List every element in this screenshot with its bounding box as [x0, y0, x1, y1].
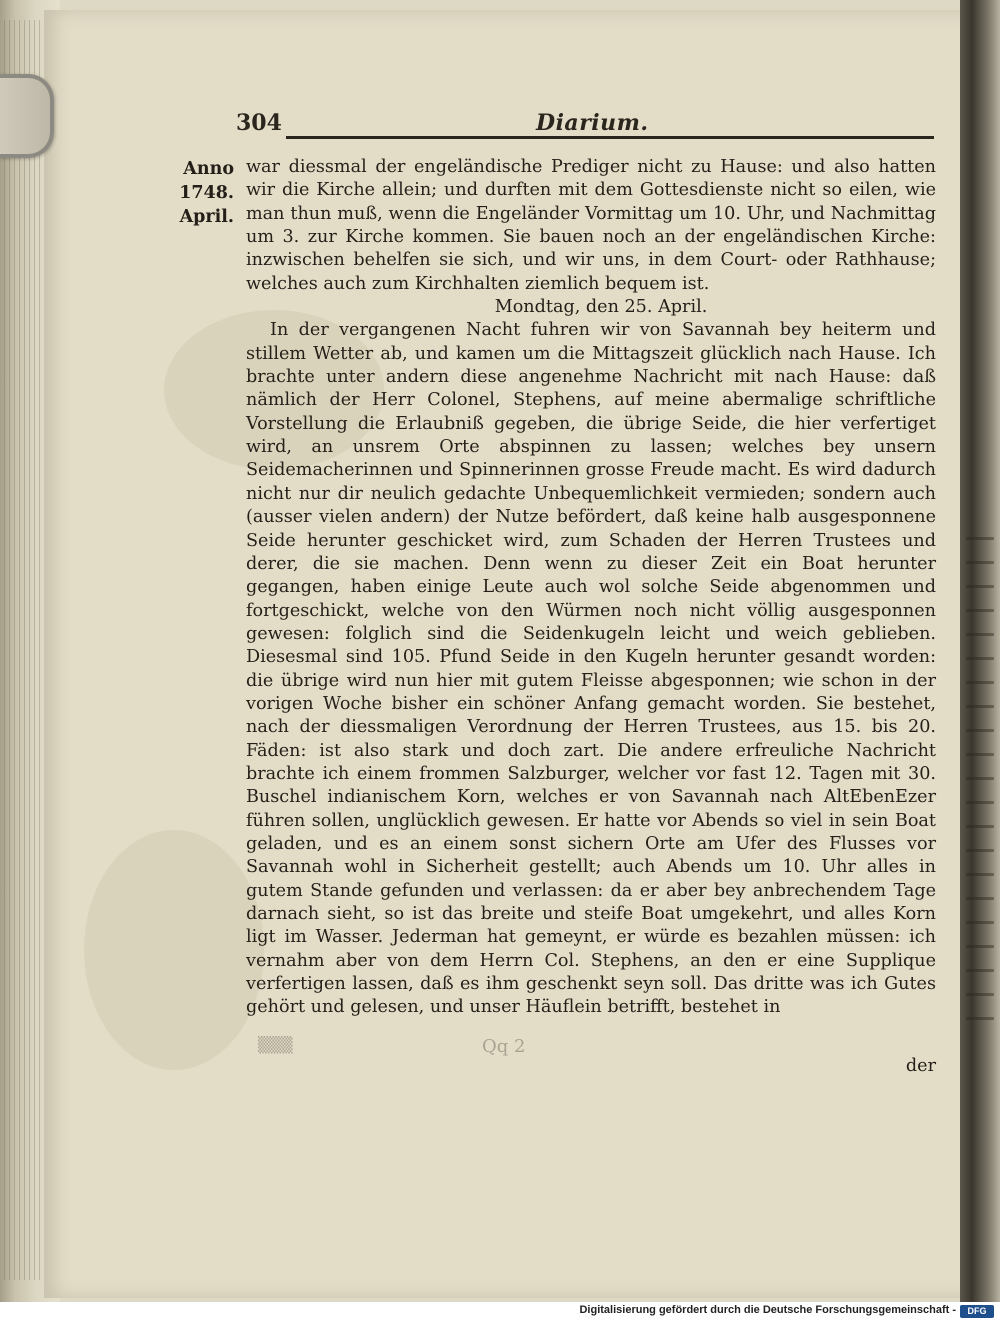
footer-credit: Digitalisierung gefördert durch die Deutsche Forschungsgemeinschaft - [579, 1304, 956, 1316]
marginal-date-note [168, 157, 234, 229]
entry-dateline: Mondtag, den 25. April. [494, 297, 708, 318]
running-head [236, 110, 934, 146]
paper-stain [84, 830, 264, 1070]
body-text [246, 156, 936, 1020]
margin-month: April. [179, 207, 234, 227]
catchword: der [905, 1056, 936, 1076]
dfg-logo-icon: DFG [960, 1305, 994, 1318]
margin-year-label: Anno [183, 159, 234, 179]
signature-mark: Qq 2 [482, 1036, 526, 1057]
faint-stamp: ▒▒▒ [258, 1036, 293, 1054]
facing-page-bleed [966, 520, 994, 1020]
head-rule [286, 136, 934, 139]
page-clip [0, 74, 54, 158]
page-number: 304 [236, 110, 282, 136]
body-paragraph: war diessmal der engeländische Prediger nicht zu Hause: und also hatten wir die Kirche allein; und durften mit dem Gottesdienste nicht so eilen, wie man thun muß, wenn die Engeländer Vormittag um 10. Uhr, und Nachmittag um 3. zur Kirche kommen. Sie bauen noch an der engeländischen Kirche: inzwischen behelfen sie sich, und wir uns, in dem Court- oder Rathhause; welches auch zum Kirchhalten ziemlich bequem ist. [246, 157, 936, 294]
running-title: Diarium. [536, 110, 649, 136]
margin-year-value: 1748. [179, 183, 234, 203]
footer-bar [0, 1302, 1000, 1321]
body-paragraph: In der vergangenen Nacht fuhren wir von Savannah bey heiterm und stillem Wetter ab, und kamen um die Mittagszeit glücklich nach Hause. Ich brachte unter andern diese angenehme Nachricht mit nach Hause: daß nämlich der Herr Colonel, Stephens, auf meine abermalige schriftliche Vorstellung die Erlaubniß gegeben, die übrige Seide, die hier verfertiget wird, an unsrem Orte abspinnen zu lassen; welches bey unsern Seidemacherinnen und Spinnerinnen grosse Freude macht. Es wird dadurch nicht nur dir neulich gedachte Unbequemlichkeit vermieden; sondern auch (ausser vielen andern) der Nutze befördert, daß keine halb ausgesponnene Seide herunter geschicket wird, zum Schaden der Herren Trustees und derer, die sie machen. Denn wenn zu dieser Zeit ein Boat herunter gegangen, haben einige Leute auch wol solche Seide abgenommen und fortgeschickt, welche von den Würmen noch nicht völlig ausgesponnen gewesen: folglich sind die Seidenkugeln leicht und weich geblieben. Diesesmal sind 105. Pfund Seide in den Kugeln herunter gesandt worden: die übrige wird nun hier mit gutem Fleisse abgesponnen; wie schon in der vorigen Woche bisher ein schöner Anfang gemacht worden. Sie bestehet, nach der diessmaligen Verordnung der Herren Trustees, aus 15. bis 20. Fäden: ist also stark und doch zart. Die andere erfreuliche Nachricht brachte ich einem frommen Salzburger, welcher vor fast 12. Tagen mit 30. Buschel indianischem Korn, welches er von Savannah nach AltEbenEzer führen sollen, unglücklich gewesen. Er hatte vor Abends so viel in sein Boat geladen, und es an einem sonst sichern Orte am Ufer des Flusses vor Savannah wohl in Sicherheit gestellt; auch Abends um 10. Uhr alles in gutem Stande gefunden und verlassen: da er aber bey anbrechendem Tage darnach sieht, so ist das breite und steife Boat umgekehrt, und alles Korn ligt im Wasser. Jederman hat gemeynt, er würde es bezahlen müssen: ich vernahm aber von dem Herrn Col. Stephens, an den er eine Supplique verfertigen lassen, daß es ihm geschenkt seyn soll. Das dritte was ich Gutes gehört und gelesen, und unser Häuflein betrifft, bestehet in [246, 320, 936, 1018]
